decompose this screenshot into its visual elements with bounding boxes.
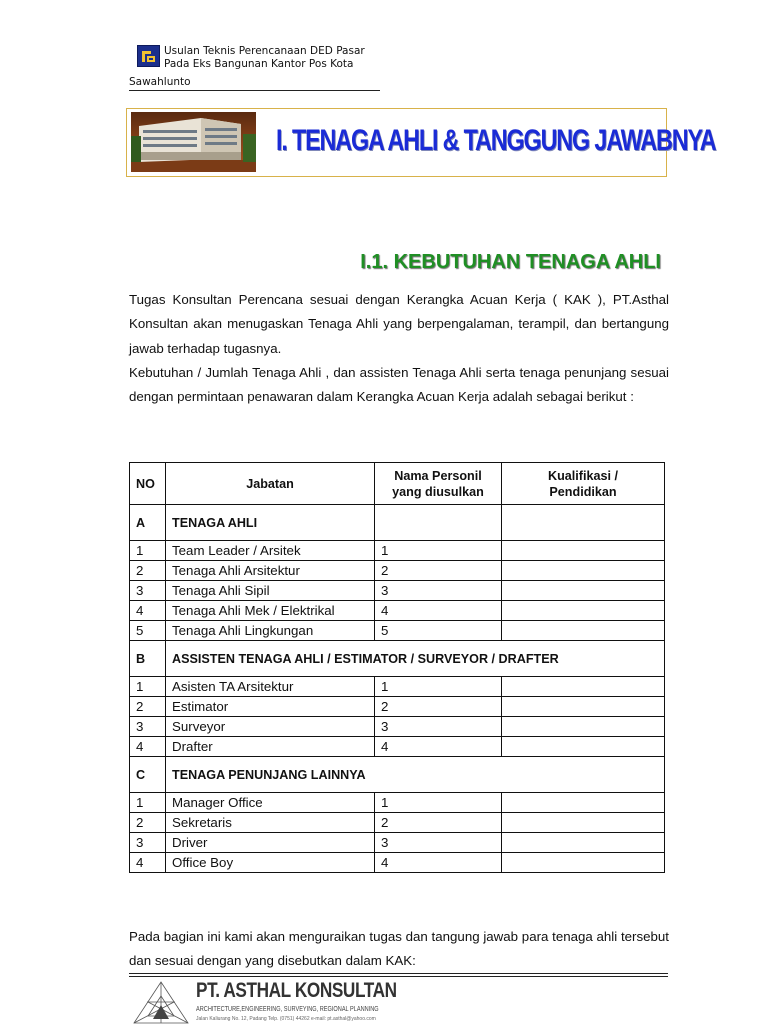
table-row [130,621,665,641]
header-kualifikasi [502,463,665,505]
row-no: 4 [130,601,166,621]
row-no: 5 [130,621,166,641]
row-kualifikasi [502,677,665,697]
row-no: 1 [130,793,166,813]
row-personil: 2 [375,813,502,833]
row-no: 4 [130,737,166,757]
header-jabatan: Jabatan [166,463,375,505]
row-kualifikasi [502,621,665,641]
header-city: Sawahlunto [129,76,191,88]
row-jabatan: Team Leader / Arsitek [166,541,375,561]
group-code: C [130,757,166,793]
chapter-title: I. TENAGA AHLI & TANGGUNG JAWABNYA [276,124,716,157]
row-kualifikasi [502,813,665,833]
group-title: TENAGA PENUNJANG LAINNYA [166,757,665,793]
table-row [130,717,665,737]
paragraph-requirements: Kebutuhan / Jumlah Tenaga Ahli , dan assisten Tenaga Ahli serta tenaga penunjang sesuai dengan permintaan penawaran dalam Kerangka Acuan Kerja adalah sebagai berikut : [129,365,669,405]
row-jabatan: Driver [166,833,375,853]
footer-address: Jalan Kaliurang No. 12, Padang Telp. (0751) 44262 e-mail: pt.asthal@yahoo.com [196,1016,376,1022]
table-row [130,737,665,757]
row-jabatan: Tenaga Ahli Mek / Elektrikal [166,601,375,621]
header-kualifikasi-line-1: Kualifikasi / [548,468,618,483]
row-jabatan: Sekretaris [166,813,375,833]
paragraph-closing: Pada bagian ini kami akan menguraikan tugas dan tangung jawab para tenaga ahli tersebut dan sesuai dengan yang disebutkan dalam KAK: [129,929,669,969]
row-jabatan: Drafter [166,737,375,757]
table-row [130,677,665,697]
row-jabatan: Surveyor [166,717,375,737]
row-jabatan: Manager Office [166,793,375,813]
row-no: 4 [130,853,166,873]
row-personil: 3 [375,717,502,737]
footer-tagline: ARCHITECTURE,ENGINEERING, SURVEYING, REGIONAL PLANNING [196,1006,379,1013]
row-jabatan: Estimator [166,697,375,717]
group-code: A [130,505,166,541]
group-row-c [130,757,665,793]
row-no: 2 [130,697,166,717]
row-kualifikasi [502,717,665,737]
row-no: 1 [130,541,166,561]
group-code: B [130,641,166,677]
group-title: TENAGA AHLI [166,505,375,541]
public-works-logo-icon [137,45,160,67]
section-title: I.1. KEBUTUHAN TENAGA AHLI [360,251,661,273]
row-no: 3 [130,833,166,853]
group-title: ASSISTEN TENAGA AHLI / ESTIMATOR / SURVEYOR / DRAFTER [166,641,665,677]
group-row-a [130,505,665,541]
row-jabatan: Tenaga Ahli Arsitektur [166,561,375,581]
row-no: 2 [130,561,166,581]
row-kualifikasi [502,737,665,757]
row-kualifikasi [502,601,665,621]
table-row [130,697,665,717]
row-kualifikasi [502,561,665,581]
table-row [130,853,665,873]
row-jabatan: Office Boy [166,853,375,873]
row-no: 2 [130,813,166,833]
row-personil: 5 [375,621,502,641]
header-personil-line-1: Nama Personil [394,468,482,483]
row-personil: 1 [375,793,502,813]
table-row [130,793,665,813]
building-photo [131,112,256,172]
row-jabatan: Tenaga Ahli Sipil [166,581,375,601]
header-kualifikasi-line-2: Pendidikan [549,484,617,499]
row-kualifikasi [502,581,665,601]
row-kualifikasi [502,793,665,813]
header-line-2: Pada Eks Bangunan Kantor Pos Kota [164,58,354,70]
row-personil: 4 [375,601,502,621]
group-row-b [130,641,665,677]
header-divider [129,90,380,91]
row-jabatan: Tenaga Ahli Lingkungan [166,621,375,641]
row-kualifikasi [502,697,665,717]
table-row [130,581,665,601]
table-row [130,561,665,581]
row-no: 3 [130,717,166,737]
row-personil: 1 [375,541,502,561]
row-kualifikasi [502,541,665,561]
row-personil: 3 [375,581,502,601]
table-row [130,541,665,561]
row-no: 1 [130,677,166,697]
header-line-1: Usulan Teknis Perencanaan DED Pasar [164,45,365,57]
row-personil: 2 [375,697,502,717]
table-row [130,833,665,853]
header-no: NO [130,463,166,505]
row-personil: 1 [375,677,502,697]
empty-cell [375,505,502,541]
table-header-row [130,463,665,505]
paragraph-intro: Tugas Konsultan Perencana sesuai dengan Kerangka Acuan Kerja ( KAK ), PT.Asthal Konsultan akan menugaskan Tenaga Ahli yang berpengalaman, terampil, dan bertangung jawab terhadap tugasnya. [129,292,669,356]
table-row [130,813,665,833]
header-personil [375,463,502,505]
header-personil-line-2: yang diusulkan [392,484,484,499]
row-no: 3 [130,581,166,601]
footer-company-name: PT. ASTHAL KONSULTAN [196,979,397,1002]
document-header [164,45,365,71]
row-kualifikasi [502,853,665,873]
row-kualifikasi [502,833,665,853]
triangle-mesh-logo-icon [133,981,189,1029]
table-row [130,601,665,621]
row-jabatan: Asisten TA Arsitektur [166,677,375,697]
row-personil: 3 [375,833,502,853]
empty-cell [502,505,665,541]
personnel-table [129,462,665,873]
row-personil: 4 [375,853,502,873]
row-personil: 4 [375,737,502,757]
footer-divider [129,973,668,974]
footer-divider [129,976,668,977]
row-personil: 2 [375,561,502,581]
